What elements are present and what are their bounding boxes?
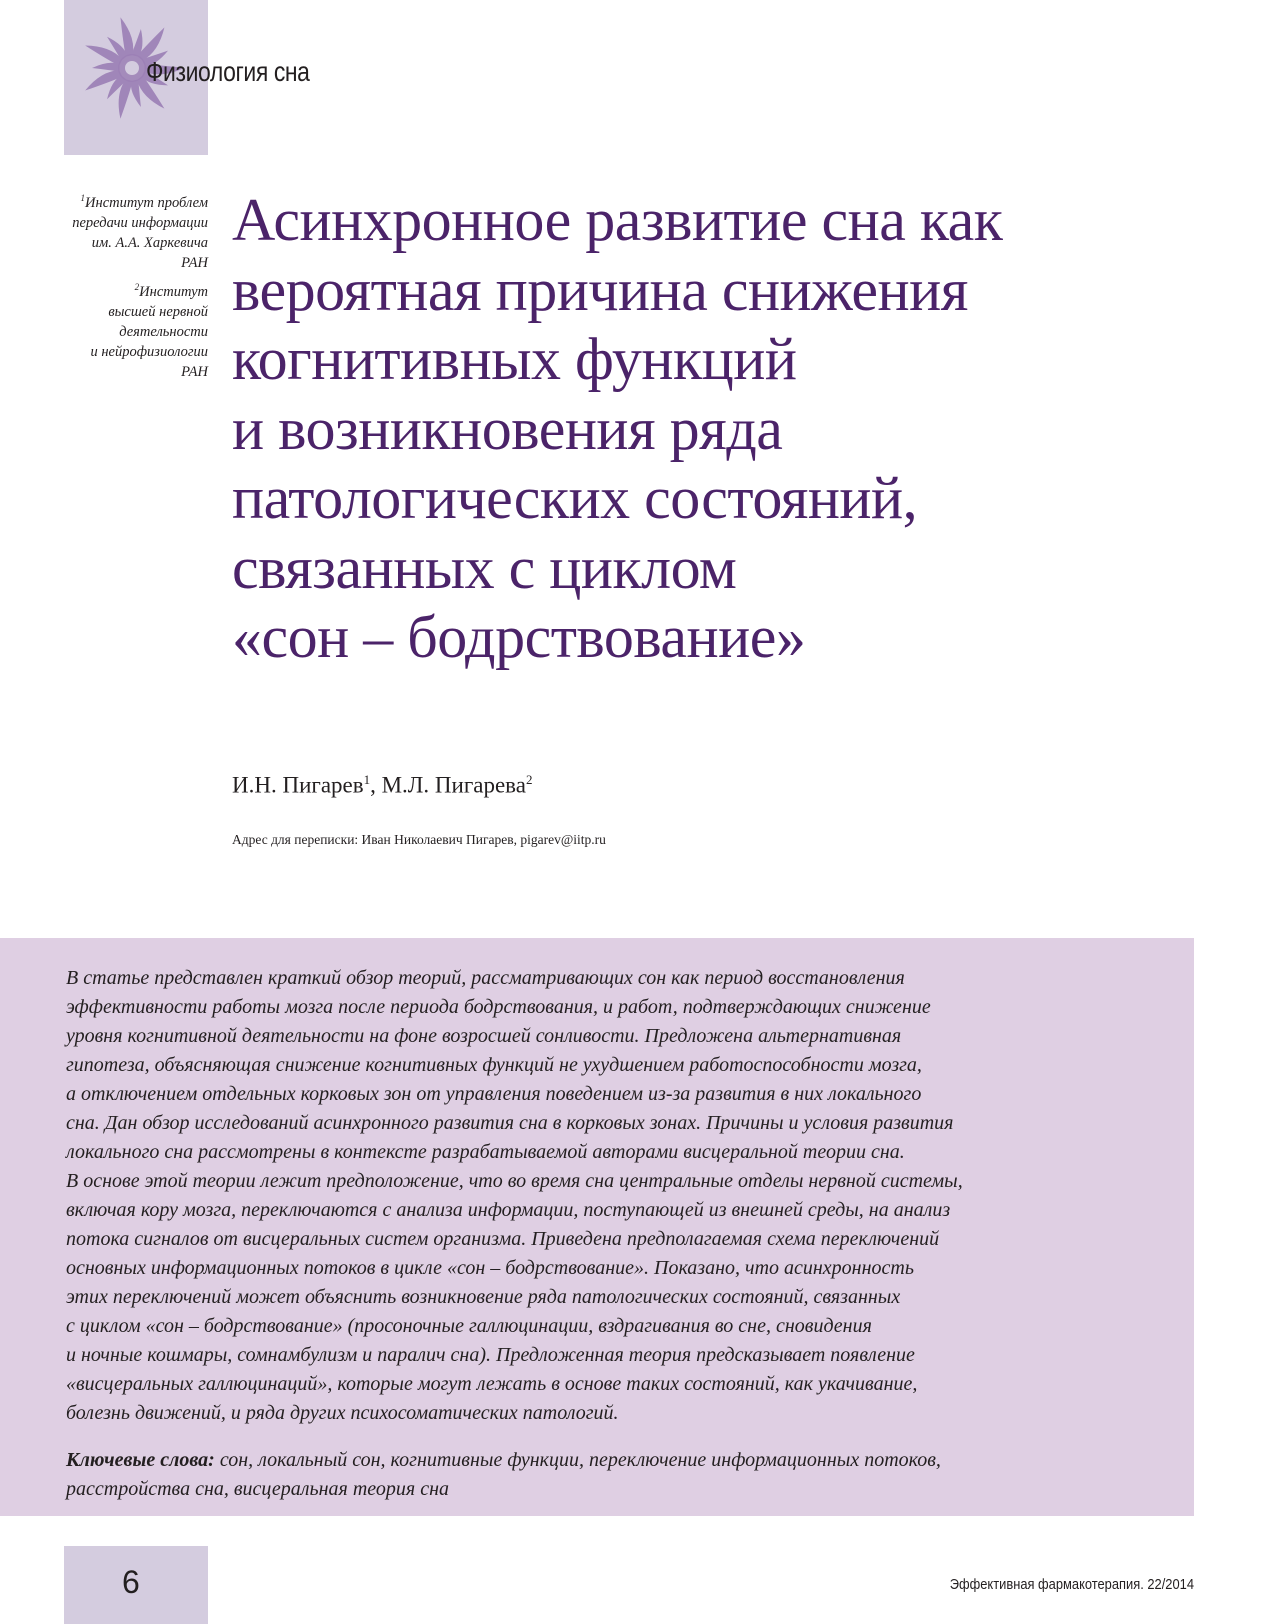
- affiliation-line: РАН: [181, 254, 208, 271]
- author-mark: 1: [363, 772, 371, 787]
- affiliation-line: деятельности: [119, 323, 208, 340]
- journal-footer: Эффективная фармакотерапия. 22/2014: [949, 1576, 1194, 1593]
- abstract-line: потока сигналов от висцеральных систем организма. Приведена предполагаемая схема переключений: [66, 1228, 940, 1250]
- affiliation-2: [20, 277, 208, 382]
- author-name: М.Л. Пигарева: [381, 772, 526, 798]
- author-mark: 2: [525, 772, 533, 787]
- affiliation-mark: 1: [80, 193, 86, 203]
- affiliation-line: Институт: [139, 283, 208, 300]
- title-line: вероятная причина снижения: [232, 256, 968, 323]
- abstract-line: этих переключений может объяснить возникновение ряда патологических состояний, связанных: [66, 1286, 901, 1308]
- title-line: Асинхронное развитие сна как: [232, 187, 1003, 253]
- title-line: патологических состояний,: [232, 465, 918, 531]
- authors: [232, 772, 532, 799]
- author-separator: ,: [370, 772, 382, 798]
- keywords-line: [66, 1446, 1186, 1475]
- affiliation-line: и нейрофизиологии: [90, 343, 208, 360]
- affiliation-mark: 2: [134, 281, 140, 292]
- abstract-line: В основе этой теории лежит предположение, что во время сна центральные отделы нервной системы,: [66, 1170, 963, 1192]
- article-title: [232, 186, 1242, 673]
- affiliation-line: РАН: [181, 363, 208, 380]
- affiliation-line: Институт проблем: [85, 194, 208, 211]
- abstract-line: болезнь движений, и ряда других психосоматических патологий.: [66, 1402, 619, 1424]
- keywords-text: сон, локальный сон, когнитивные функции, переключение информационных потоков,: [214, 1449, 941, 1471]
- affiliation-1: [20, 188, 208, 273]
- affiliations: [20, 188, 208, 386]
- affiliation-line: им. А.А. Харкевича: [91, 234, 208, 251]
- abstract-line: а отключением отдельных корковых зон от управления поведением из-за развития в них локального: [66, 1083, 922, 1105]
- abstract-line: «висцеральных галлюцинаций», которые могут лежать в основе таких состояний, как укачивание,: [66, 1373, 918, 1395]
- section-title: Физиология сна: [146, 56, 310, 87]
- abstract-line: и ночные кошмары, сомнамбулизм и паралич сна). Предложенная теория предсказывает появление: [66, 1344, 915, 1366]
- abstract-line: включая кору мозга, переключаются с анализа информации, поступающей из внешней среды, на анализ: [66, 1199, 951, 1221]
- abstract-line: В статье представлен краткий обзор теорий, рассматривающих сон как период восстановления: [66, 967, 905, 989]
- keywords-label: Ключевые слова:: [66, 1449, 215, 1471]
- abstract-line: гипотеза, объясняющая снижение когнитивных функций не ухудшением работоспособности мозга,: [66, 1054, 922, 1076]
- keywords-line: расстройства сна, висцеральная теория сна: [66, 1478, 449, 1500]
- keywords: [66, 1446, 1186, 1504]
- affiliation-line: передачи информации: [72, 214, 208, 231]
- title-line: когнитивных функций: [232, 326, 797, 392]
- abstract-line: локального сна рассмотрены в контексте разрабатываемой авторами висцеральной теории сна.: [66, 1141, 905, 1163]
- abstract-line: уровня когнитивной деятельности на фоне возросшей сонливости. Предложена альтернативная: [66, 1025, 902, 1047]
- abstract-line: эффективности работы мозга после периода бодрствования, и работ, подтверждающих снижение: [66, 996, 931, 1018]
- affiliation-line: высшей нервной: [108, 303, 208, 320]
- sun-logo-ray: [92, 63, 120, 72]
- page-number: 6: [122, 1564, 140, 1600]
- title-line: «сон – бодрствование»: [232, 604, 806, 670]
- abstract-line: с циклом «сон – бодрствование» (просоночные галлюцинации, вздрагивания во сне, сновидения: [66, 1315, 872, 1337]
- title-line: и возникновения ряда: [232, 395, 783, 462]
- abstract-text: [66, 964, 1186, 1428]
- abstract-line: сна. Дан обзор исследований асинхронного развития сна в корковых зонах. Причины и условия развития: [66, 1112, 954, 1134]
- abstract-line: основных информационных потоков в цикле «сон – бодрствование». Показано, что асинхронность: [66, 1257, 914, 1279]
- title-line: связанных с циклом: [232, 534, 737, 601]
- author-name: И.Н. Пигарев: [232, 772, 364, 798]
- correspondence-address: Адрес для переписки: Иван Николаевич Пигарев, pigarev@iitp.ru: [232, 832, 606, 847]
